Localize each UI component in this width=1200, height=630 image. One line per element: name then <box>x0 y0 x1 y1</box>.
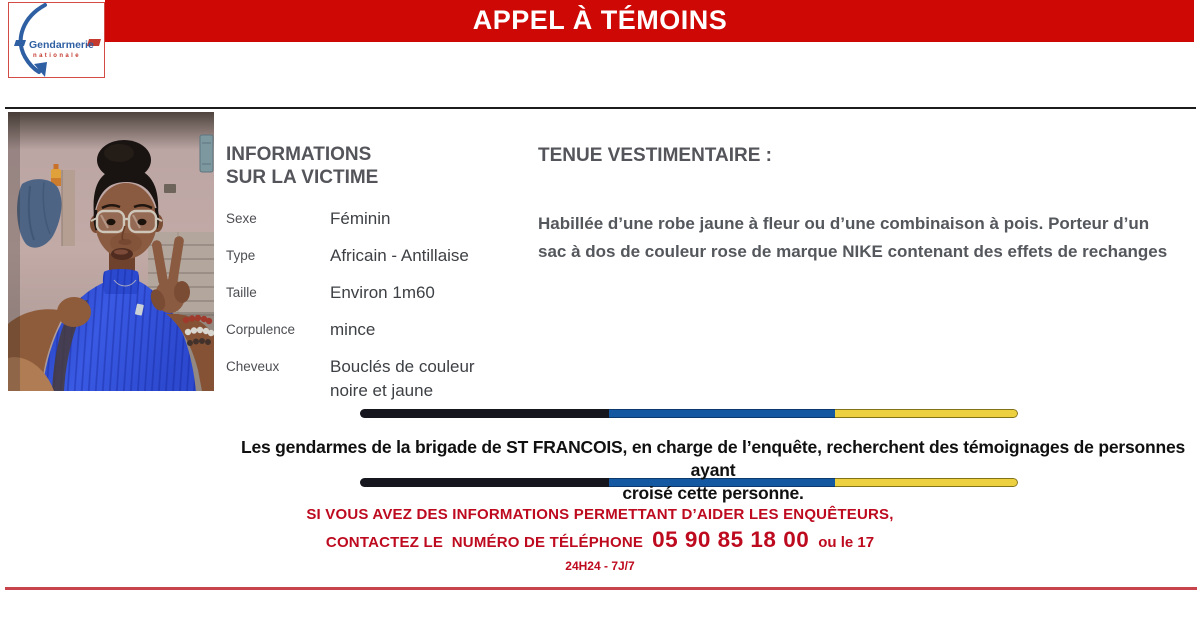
flag-blue-segment <box>609 409 835 418</box>
table-row <box>226 244 516 268</box>
victim-photo-illustration <box>8 112 214 391</box>
appeal-text-line1: Les gendarmes de la brigade de ST FRANCOIS, en charge de l’enquête, recherchent des témoignages de personnes ayant <box>240 437 1186 480</box>
info-value-taille: Environ 1m60 <box>330 283 435 302</box>
victim-info-heading <box>226 143 446 189</box>
victim-info-table <box>226 207 516 416</box>
outfit-heading: TENUE VESTIMENTAIRE : <box>538 145 772 166</box>
table-row <box>226 207 516 231</box>
svg-text:Gendarmerie: Gendarmerie <box>29 39 94 51</box>
gendarmerie-logo <box>8 2 105 78</box>
outfit-description-line2: sac à dos de couleur rose de marque NIKE contenant des effets de rechanges <box>538 242 1168 261</box>
info-label-cheveux: Cheveux <box>226 359 280 374</box>
info-label-type: Type <box>226 248 256 263</box>
victim-info-heading-line2: SUR LA VICTIME <box>226 167 379 188</box>
appeal-text <box>238 436 1188 505</box>
top-divider-line <box>5 107 1196 109</box>
info-value-corpulence: mince <box>330 320 376 339</box>
flag-black-segment <box>360 409 609 418</box>
contact-phone-prefix: CONTACTEZ LE NUMÉRO DE TÉLÉPHONE <box>325 534 644 551</box>
contact-phone-suffix: ou le 17 <box>818 534 875 551</box>
info-label-sexe: Sexe <box>226 211 257 226</box>
gendarmerie-swoosh-icon <box>9 3 106 79</box>
page-title: APPEL À TÉMOINS <box>472 5 728 35</box>
table-row <box>226 318 516 342</box>
info-label-corpulence: Corpulence <box>226 322 296 337</box>
phone-number: 05 90 85 18 00 <box>652 527 810 552</box>
info-value-type: Africain - Antillaise <box>330 246 469 265</box>
outfit-description <box>538 210 1200 266</box>
table-row <box>226 281 516 305</box>
info-value-sexe: Féminin <box>330 209 391 228</box>
svg-text:nationale: nationale <box>33 53 81 59</box>
contact-phone-line <box>0 527 1200 553</box>
appeal-text-line2: croisé cette personne. <box>622 483 804 503</box>
contact-instruction: SI VOUS AVEZ DES INFORMATIONS PERMETTANT D’AIDER LES ENQUÊTEURS, <box>306 506 894 523</box>
table-row <box>226 355 516 403</box>
victim-photo <box>8 112 214 391</box>
victim-info-heading-line1: INFORMATIONS <box>226 144 372 165</box>
flag-yellow-segment <box>835 409 1018 418</box>
outfit-description-line1: Habillée d’une robe jaune à fleur ou d’une combinaison à pois. Porteur d’un <box>538 214 1150 233</box>
flag-bar-top <box>360 409 1018 418</box>
bottom-divider-line <box>5 587 1197 590</box>
info-label-taille: Taille <box>226 285 257 300</box>
availability-text: 24H24 - 7J/7 <box>565 559 635 573</box>
info-value-cheveux: Bouclés de couleur noire et jaune <box>330 357 475 400</box>
